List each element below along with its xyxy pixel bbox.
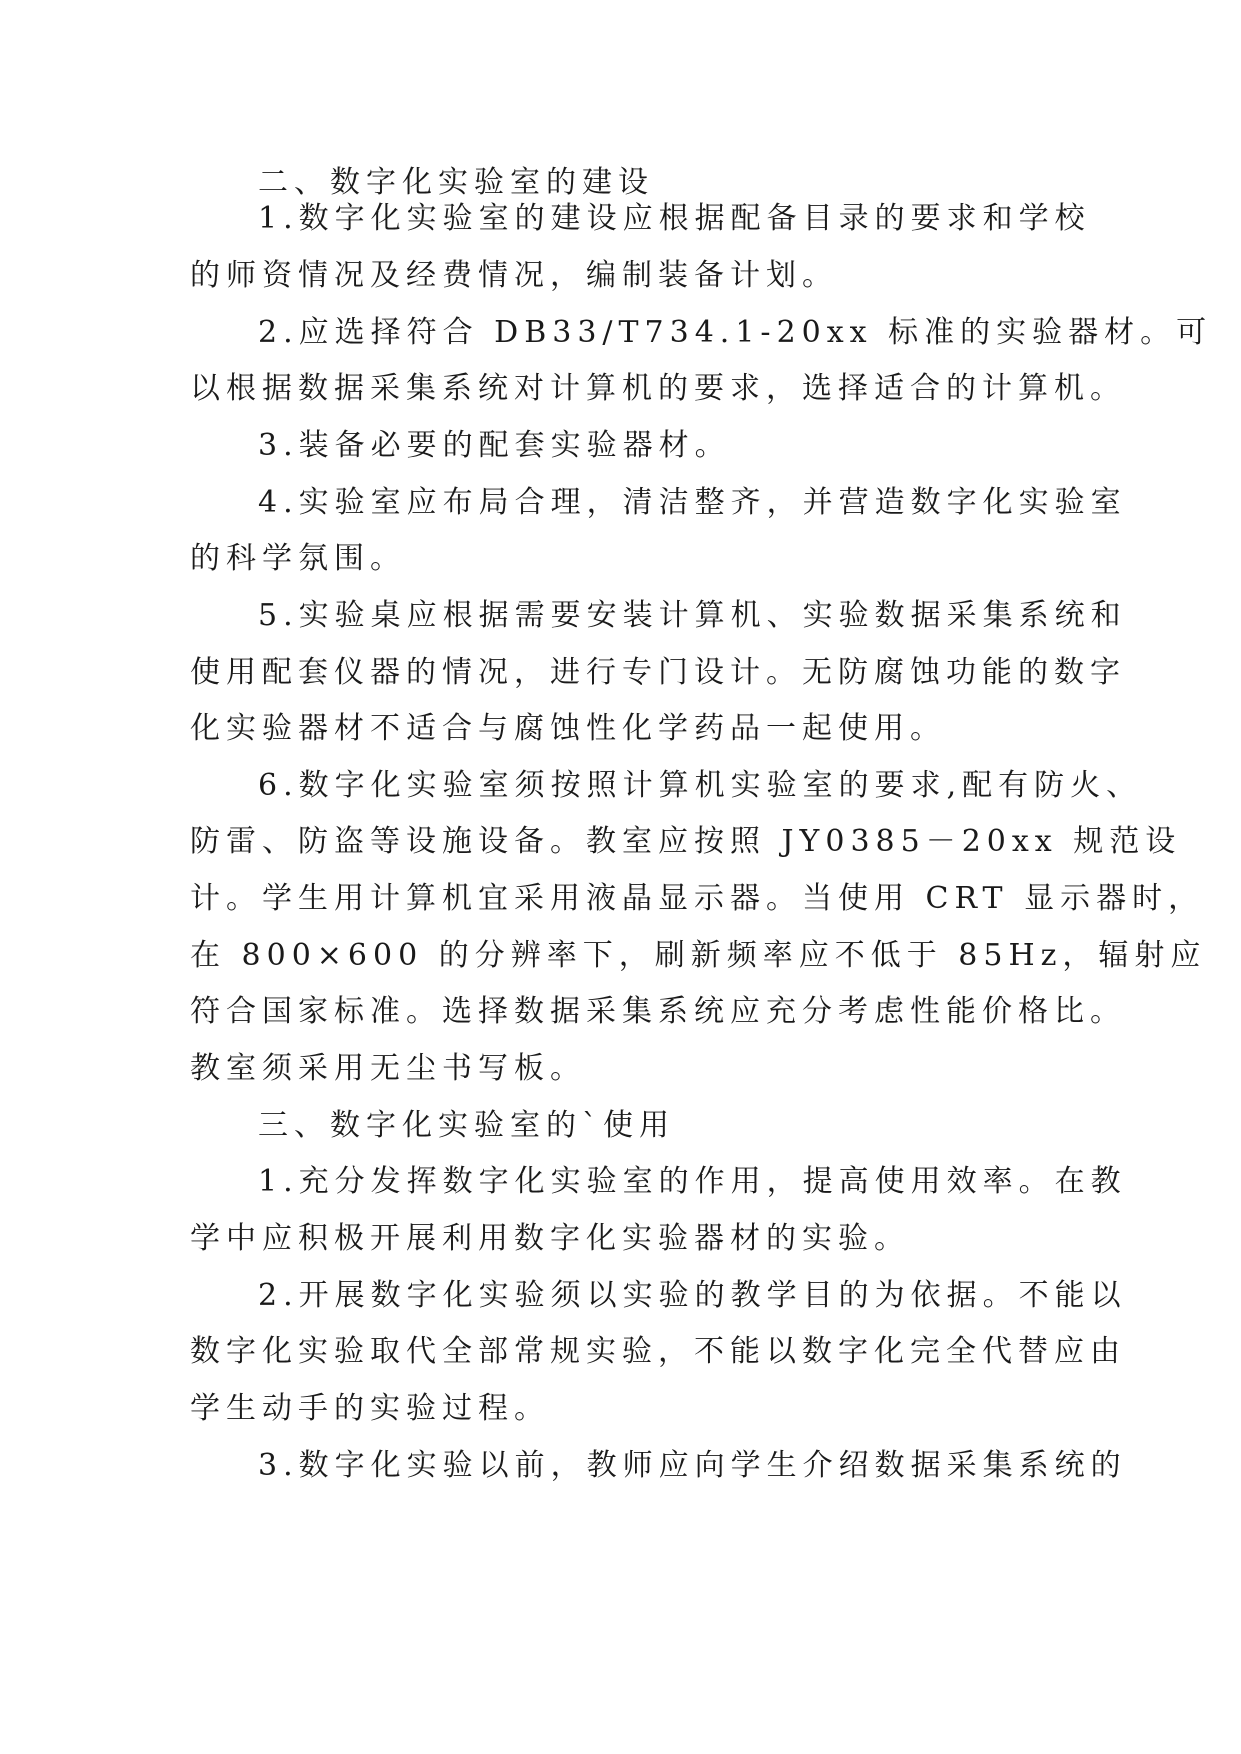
paragraph-line: 3.数字化实验以前，教师应向学生介绍数据采集系统的 bbox=[258, 1448, 1127, 1483]
paragraph-line: 学中应积极开展利用数字化实验器材的实验。 bbox=[190, 1221, 910, 1256]
paragraph-line: 计。学生用计算机宜采用液晶显示器。当使用 CRT 显示器时， bbox=[190, 881, 1205, 916]
paragraph-line: 化实验器材不适合与腐蚀性化学药品一起使用。 bbox=[190, 711, 946, 746]
paragraph-line: 1.充分发挥数字化实验室的作用，提高使用效率。在教 bbox=[258, 1164, 1127, 1199]
paragraph-line: 在 800×600 的分辨率下，刷新频率应不低于 85Hz，辐射应 bbox=[190, 938, 1207, 973]
section-heading: 二、数字化实验室的建设 bbox=[258, 165, 654, 200]
paragraph-line: 6.数字化实验室须按照计算机实验室的要求,配有防火、 bbox=[258, 768, 1143, 803]
paragraph-line: 2.开展数字化实验须以实验的教学目的为依据。不能以 bbox=[258, 1278, 1127, 1313]
paragraph-line: 的科学氛围。 bbox=[190, 541, 406, 576]
paragraph-line: 2.应选择符合 DB33/T734.1-20xx 标准的实验器材。可 bbox=[258, 315, 1213, 350]
paragraph-line: 以根据数据采集系统对计算机的要求，选择适合的计算机。 bbox=[190, 371, 1126, 406]
paragraph-line: 4.实验室应布局合理，清洁整齐，并营造数字化实验室 bbox=[258, 485, 1127, 520]
paragraph-line: 1.数字化实验室的建设应根据配备目录的要求和学校 bbox=[258, 201, 1091, 236]
paragraph-line: 教室须采用无尘书写板。 bbox=[190, 1051, 586, 1086]
paragraph-line: 的师资情况及经费情况，编制装备计划。 bbox=[190, 258, 838, 293]
paragraph-line: 使用配套仪器的情况，进行专门设计。无防腐蚀功能的数字 bbox=[190, 655, 1126, 690]
paragraph-line: 数字化实验取代全部常规实验，不能以数字化完全代替应由 bbox=[190, 1334, 1126, 1369]
paragraph-line: 5.实验桌应根据需要安装计算机、实验数据采集系统和 bbox=[258, 598, 1127, 633]
paragraph-line: 防雷、防盗等设施设备。教室应按照 JY0385－20xx 规范设 bbox=[190, 824, 1182, 859]
paragraph-line: 符合国家标准。选择数据采集系统应充分考虑性能价格比。 bbox=[190, 994, 1126, 1029]
paragraph-line: 学生动手的实验过程。 bbox=[190, 1391, 550, 1426]
paragraph-line: 3.装备必要的配套实验器材。 bbox=[258, 428, 731, 463]
section-heading: 三、数字化实验室的`使用 bbox=[258, 1108, 675, 1143]
